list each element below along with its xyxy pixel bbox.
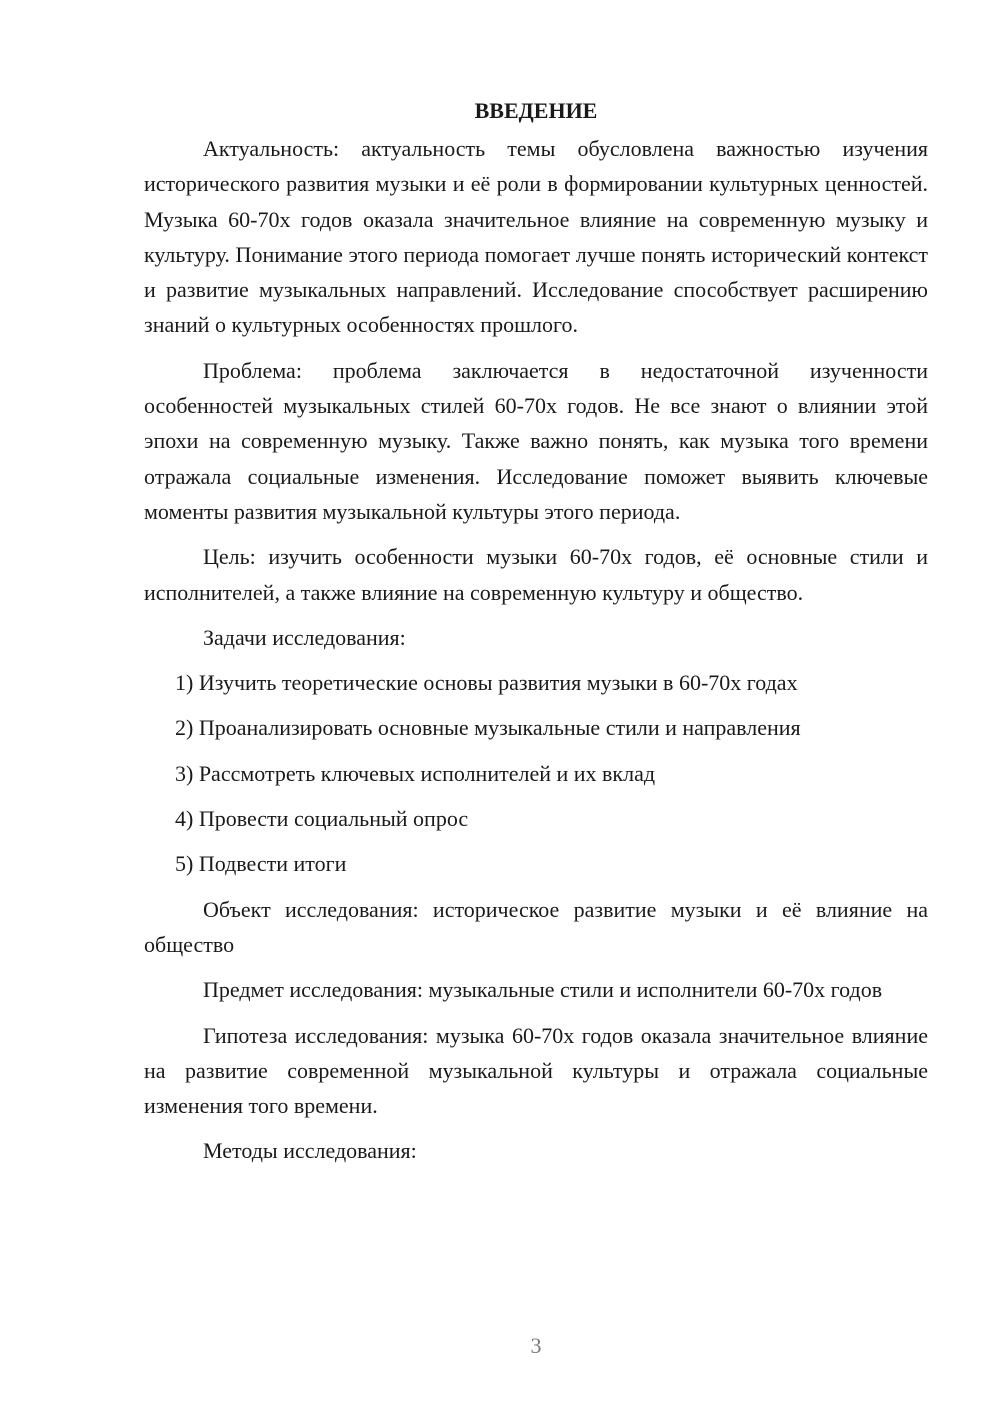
task-item: 1) Изучить теоретические основы развития музыки в 60-70х годах	[175, 670, 798, 696]
section-title: ВВЕДЕНИЕ	[474, 98, 598, 123]
problem-paragraph: Проблема: проблема заключается в недостаточной изученности особенностей музыкальных стилей 60-70х годов. Не все знают о влиянии этой эпохи на современную музыку. Также важно понять, как музыка того времени отражала социальные изменения. Исследование поможет выявить ключевые моменты развития музыкальной культуры этого периода.	[144, 357, 928, 524]
document-page	[144, 92, 928, 1179]
task-item: 2) Проанализировать основные музыкальные стили и направления	[175, 715, 801, 741]
methods-paragraph: Методы исследования:	[203, 1138, 417, 1164]
page-number: 3	[530, 1333, 542, 1358]
tasks-list	[144, 665, 928, 881]
goal-paragraph: Цель: изучить особенности музыки 60-70х годов, её основные стили и исполнителей, а также влияние на современную культуру и общество.	[144, 544, 928, 605]
task-item: 4) Провести социальный опрос	[175, 806, 469, 832]
subject-paragraph: Предмет исследования: музыкальные стили и исполнители 60-70х годов	[203, 977, 883, 1003]
object-paragraph: Объект исследования: историческое развитие музыки и её влияние на общество	[144, 896, 928, 957]
hypothesis-paragraph: Гипотеза исследования: музыка 60-70х годов оказала значительное влияние на развитие современной музыкальной культуры и отражала социальные изменения того времени.	[144, 1022, 928, 1119]
relevance-paragraph: Актуальность: актуальность темы обусловлена важностью изучения исторического развития музыки и её роли в формировании культурных ценностей. Музыка 60-70х годов оказала значительное влияние на современную музыку и культуру. Понимание этого периода помогает лучше понять исторический контекст и развитие музыкальных направлений. Исследование способствует расширению знаний о культурных особенностях прошлого.	[144, 136, 928, 338]
task-item: 5) Подвести итоги	[175, 851, 347, 877]
tasks-heading: Задачи исследования:	[203, 624, 406, 650]
task-item: 3) Рассмотреть ключевых исполнителей и их вклад	[175, 760, 656, 786]
